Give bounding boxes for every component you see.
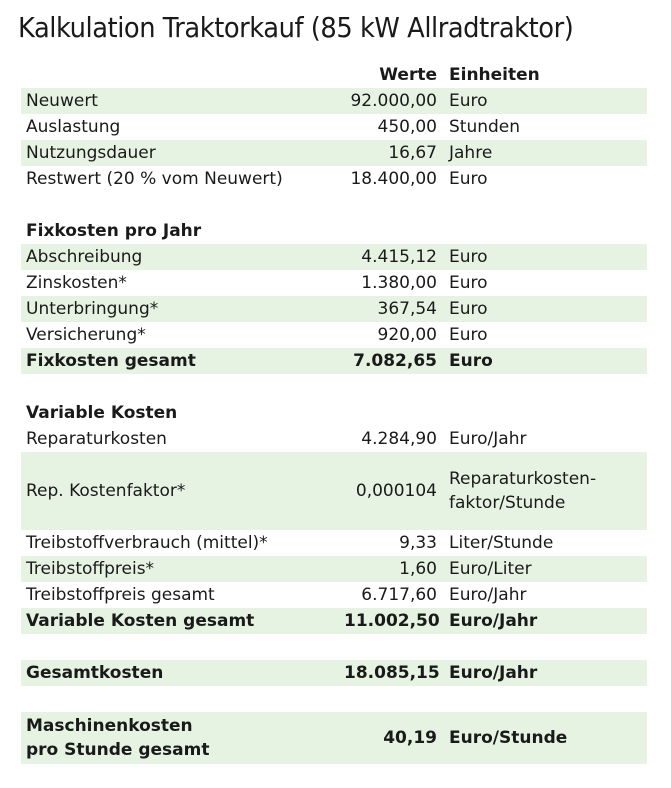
- calculation-table: [21, 62, 647, 764]
- table-row: [21, 556, 647, 582]
- section-heading-fixed: Fixkosten pro Jahr: [26, 221, 202, 241]
- row-unit: Euro/Jahr: [449, 585, 527, 605]
- page-title: Kalkulation Traktorkauf (85 kW Allradtraktor): [18, 11, 574, 44]
- row-value: 7.082,65: [353, 351, 437, 371]
- row-value: 1.380,00: [361, 273, 437, 293]
- row-unit: Euro: [449, 351, 493, 371]
- row-value: 18.085,15: [344, 663, 440, 683]
- row-unit: Euro/Jahr: [449, 663, 538, 683]
- table-row: [21, 296, 647, 322]
- row-label: Reparaturkosten: [26, 429, 167, 449]
- row-unit: Euro: [449, 325, 488, 345]
- row-unit: Euro: [449, 273, 488, 293]
- row-unit: Euro: [449, 91, 488, 111]
- row-value: 920,00: [377, 325, 437, 345]
- row-unit: Euro/Stunde: [449, 728, 568, 748]
- table-row: [21, 88, 647, 114]
- row-label: Gesamtkosten: [26, 663, 164, 683]
- table-row: [21, 244, 647, 270]
- row-label: Zinskosten*: [26, 273, 127, 293]
- variable-costs-total-row: [21, 608, 647, 634]
- row-label: Restwert (20 % vom Neuwert): [26, 169, 283, 189]
- row-unit: Euro/Liter: [449, 559, 532, 579]
- row-label: Neuwert: [26, 91, 98, 111]
- table-row: [21, 582, 647, 608]
- table-row: [21, 270, 647, 296]
- row-value: 1,60: [399, 559, 437, 579]
- row-label: Fixkosten gesamt: [26, 351, 196, 371]
- row-label: Abschreibung: [26, 247, 143, 267]
- row-value: 18.400,00: [350, 169, 437, 189]
- row-value: 4.284,90: [361, 429, 437, 449]
- row-unit: Jahre: [449, 143, 493, 163]
- total-costs-row: [21, 660, 647, 686]
- row-label: Maschinenkosten pro Stunde gesamt: [26, 716, 210, 760]
- row-label: Nutzungsdauer: [26, 143, 156, 163]
- row-label: Treibstoffverbrauch (mittel)*: [26, 533, 268, 553]
- row-unit: Euro: [449, 247, 488, 267]
- row-unit: Euro/Jahr: [449, 429, 527, 449]
- table-header: [21, 62, 647, 88]
- row-label: Treibstoffpreis gesamt: [26, 585, 215, 605]
- table-row: [21, 114, 647, 140]
- table-row: [21, 452, 647, 530]
- row-label: Treibstoffpreis*: [26, 559, 155, 579]
- row-label: Rep. Kostenfaktor*: [26, 481, 186, 501]
- row-unit: Stunden: [449, 117, 521, 137]
- section-heading-variable: Variable Kosten: [26, 403, 178, 423]
- row-value: 367,54: [377, 299, 437, 319]
- hourly-costs-row: [21, 712, 647, 764]
- row-value: 40,19: [383, 728, 437, 748]
- row-value: 9,33: [399, 533, 437, 553]
- spacer: [21, 192, 647, 218]
- row-label: Variable Kosten gesamt: [26, 611, 255, 631]
- row-label: Versicherung*: [26, 325, 146, 345]
- table-row: [21, 322, 647, 348]
- row-value: 450,00: [377, 117, 437, 137]
- row-value: 6.717,60: [361, 585, 437, 605]
- table-row: [21, 426, 647, 452]
- row-value: 4.415,12: [361, 247, 437, 267]
- row-unit: Liter/Stunde: [449, 533, 554, 553]
- row-value: 16,67: [388, 143, 437, 163]
- table-row: [21, 140, 647, 166]
- spacer: [21, 634, 647, 660]
- table-row: [21, 530, 647, 556]
- spacer: [21, 686, 647, 712]
- row-unit: Euro: [449, 169, 488, 189]
- row-value: 0,000104: [355, 481, 437, 501]
- row-label: Auslastung: [26, 117, 121, 137]
- spacer: [21, 374, 647, 400]
- column-header-units: Einheiten: [449, 65, 540, 85]
- column-header-values: Werte: [379, 65, 437, 85]
- row-label: Unterbringung*: [26, 299, 159, 319]
- row-unit: Euro: [449, 299, 488, 319]
- row-value: 11.002,50: [344, 611, 440, 631]
- row-value: 92.000,00: [350, 91, 437, 111]
- table-row: [21, 166, 647, 192]
- row-unit: Reparaturkosten- faktor/Stunde: [449, 469, 597, 513]
- row-unit: Euro/Jahr: [449, 611, 538, 631]
- fixed-costs-total-row: [21, 348, 647, 374]
